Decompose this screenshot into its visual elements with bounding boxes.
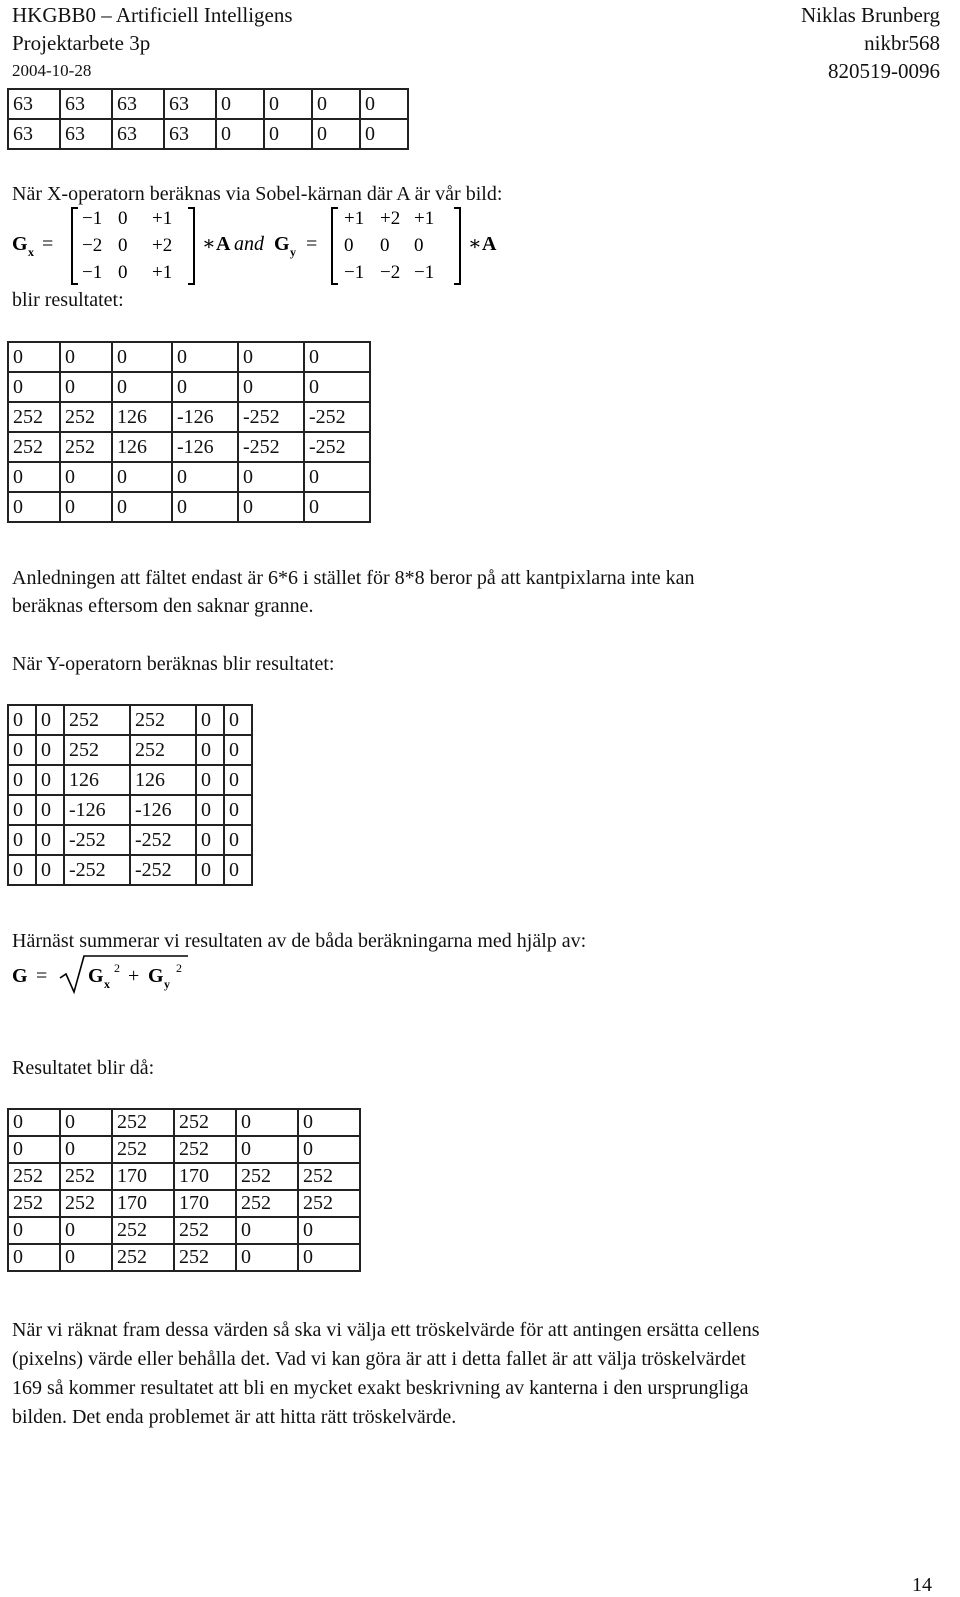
table-cell: 0 [36,705,64,735]
table-row [8,1217,360,1244]
table-row [8,119,408,149]
gx-kernel-matrix [82,208,172,283]
gradient-magnitude-formula [10,952,200,1007]
table-cell: 0 [236,1109,298,1136]
table-cell: 252 [8,432,60,462]
table-cell: 252 [60,1163,112,1190]
table-cell: 252 [112,1244,174,1271]
result-label: blir resultatet: [12,289,124,311]
table-cell: 170 [174,1163,236,1190]
table-cell: 0 [8,342,60,372]
convolution-operator-2: ∗ [468,233,482,255]
table-cell: 0 [60,492,112,522]
table-cell: 0 [236,1217,298,1244]
table-cell: 0 [196,855,224,885]
magnitude-equals: = [36,965,48,987]
table-cell: 0 [216,119,264,149]
table-row [8,1109,360,1136]
table-cell: 0 [36,795,64,825]
table-cell: 0 [312,119,360,149]
table-cell: 0 [172,372,238,402]
input-image-table [7,88,409,150]
kernel-value: +2 [152,235,173,256]
table-cell: 63 [8,119,60,149]
table-cell: 0 [60,1244,112,1271]
table-row [8,795,252,825]
table-cell: 252 [174,1244,236,1271]
sobel-intro-text: När X-operatorn beräknas via Sobel-kärnan där A är vår bild: [12,183,503,205]
table-cell: 0 [60,372,112,402]
table-cell: 0 [8,1217,60,1244]
y-operator-intro: När Y-operatorn beräknas blir resultatet: [12,653,335,675]
kernel-value: −1 [82,208,103,229]
page-number: 14 [912,1574,932,1596]
table-cell: 0 [224,855,252,885]
edge-note-line-1: Anledningen att fältet endast är 6*6 i stället för 8*8 beror på att kantpixlarna inte kan [12,567,695,589]
table-cell: 0 [298,1217,360,1244]
table-cell: 252 [112,1217,174,1244]
table-cell: 252 [64,705,130,735]
table-row [8,705,252,735]
table-row [8,855,252,885]
gy-result-table [7,704,253,886]
table-cell: -252 [64,855,130,885]
result-then-label: Resultatet blir då: [12,1057,155,1079]
table-row [8,735,252,765]
table-cell: 0 [172,492,238,522]
gy-term: G [148,965,164,987]
table-cell: 170 [112,1163,174,1190]
table-cell: 0 [298,1136,360,1163]
table-cell: -252 [130,855,196,885]
table-row [8,825,252,855]
table-cell: 0 [8,372,60,402]
gy-equals: = [306,233,318,255]
table-cell: -252 [64,825,130,855]
table-cell: 126 [130,765,196,795]
kernel-value: −2 [82,235,103,256]
table-cell: 252 [174,1217,236,1244]
table-cell: 0 [236,1244,298,1271]
table-cell: -126 [172,432,238,462]
table-row [8,1163,360,1190]
table-cell: 126 [112,432,172,462]
table-cell: 252 [130,735,196,765]
table-cell: 0 [224,795,252,825]
table-row [8,89,408,119]
table-cell: 252 [130,705,196,735]
gx-equals: = [42,233,54,255]
table-cell: 0 [264,119,312,149]
table-cell: 0 [8,1109,60,1136]
table-cell: 0 [8,765,36,795]
author-username: nikbr568 [864,31,940,55]
table-cell: 0 [224,705,252,735]
gx-symbol: G [12,233,28,255]
table-cell: 252 [112,1136,174,1163]
gx-result-table [7,341,371,523]
table-cell: -126 [172,402,238,432]
table-cell: 0 [60,1217,112,1244]
plus-sign: + [128,965,140,987]
table-cell: 0 [112,492,172,522]
gy-bracket-right [454,208,460,284]
and-word: and [234,233,264,255]
table-cell: -252 [238,402,304,432]
table-cell: 0 [238,492,304,522]
table-row [8,432,370,462]
author-id-number: 820519-0096 [828,59,940,83]
table-cell: 0 [8,735,36,765]
kernel-value: 0 [118,208,128,229]
table-cell: 63 [112,89,164,119]
table-cell: 0 [8,462,60,492]
table-cell: 0 [304,492,370,522]
table-cell: 0 [196,765,224,795]
table-cell: 252 [174,1136,236,1163]
kernel-value: +1 [344,208,365,229]
table-cell: 63 [164,89,216,119]
table-cell: 0 [196,735,224,765]
table-row [8,765,252,795]
kernel-value: −2 [380,262,401,283]
table-cell: 0 [60,1136,112,1163]
table-cell: 63 [8,89,60,119]
gx-term-exponent: 2 [114,961,120,975]
table-cell: 0 [216,89,264,119]
table-cell: 252 [60,432,112,462]
table-cell: -252 [130,825,196,855]
edge-note-line-2: beräknas eftersom den saknar granne. [12,595,314,617]
table-cell: 126 [112,402,172,432]
table-cell: 0 [312,89,360,119]
kernel-value: 0 [118,235,128,256]
table-cell: 0 [298,1109,360,1136]
table-cell: 0 [196,825,224,855]
table-cell: -252 [304,402,370,432]
gx-subscript: x [28,245,34,259]
table-cell: 0 [360,119,408,149]
gy-subscript: y [290,245,296,259]
table-cell: 0 [112,372,172,402]
table-cell: 0 [8,492,60,522]
table-cell: 252 [236,1190,298,1217]
convolution-operator: ∗ [202,233,216,255]
table-cell: 0 [238,462,304,492]
g-symbol: G [12,965,28,987]
kernel-value: 0 [118,262,128,283]
conclusion-line-1: När vi räknat fram dessa värden så ska vi välja ett tröskelvärde för att antingen ersätta cellens [12,1319,760,1341]
table-row [8,402,370,432]
table-cell: 0 [60,342,112,372]
table-cell: -126 [130,795,196,825]
table-cell: 0 [238,342,304,372]
table-cell: 0 [8,795,36,825]
table-row [8,492,370,522]
table-cell: -252 [238,432,304,462]
table-cell: 0 [112,462,172,492]
kernel-value: +1 [414,208,435,229]
table-cell: 0 [36,825,64,855]
table-cell: 0 [236,1136,298,1163]
course-title: HKGBB0 – Artificiell Intelligens [12,3,293,27]
kernel-value: +2 [380,208,401,229]
kernel-value: −1 [344,262,365,283]
table-row [8,342,370,372]
sum-intro-text: Härnäst summerar vi resultaten av de båda beräkningarna med hjälp av: [12,930,587,952]
gx-bracket-left [72,208,78,284]
gy-term-exponent: 2 [176,961,182,975]
table-cell: 0 [224,765,252,795]
table-cell: -252 [304,432,370,462]
table-cell: 126 [64,765,130,795]
image-a-symbol-2: A [482,233,497,255]
table-cell: 252 [298,1163,360,1190]
table-cell: 0 [60,462,112,492]
table-cell: 252 [8,1190,60,1217]
table-cell: 0 [304,462,370,492]
table-cell: 252 [174,1109,236,1136]
table-cell: 252 [64,735,130,765]
conclusion-line-3: 169 så kommer resultatet att bli en mycket exakt beskrivning av kanterna i den ursprungliga [12,1377,749,1399]
table-cell: 252 [60,1190,112,1217]
author-name: Niklas Brunberg [800,3,940,27]
gx-term-subscript: x [104,977,110,991]
table-cell: 0 [8,1136,60,1163]
table-cell: 0 [238,372,304,402]
table-cell: 252 [236,1163,298,1190]
table-cell: 0 [36,735,64,765]
table-cell: 0 [8,855,36,885]
kernel-value: 0 [380,235,390,256]
table-cell: 0 [112,342,172,372]
kernel-value: −1 [414,262,435,283]
table-cell: 0 [224,735,252,765]
table-cell: 252 [8,1163,60,1190]
table-cell: 0 [264,89,312,119]
image-a-symbol: A [216,233,231,255]
kernel-value: 0 [344,235,354,256]
table-cell: 63 [164,119,216,149]
gy-bracket-left [332,208,338,284]
conclusion-line-2: (pixelns) värde eller behålla det. Vad vi kan göra är att i detta fallet är att välja tröskelvärdet [12,1348,746,1370]
table-cell: 252 [60,402,112,432]
table-row [8,462,370,492]
table-cell: 0 [196,795,224,825]
sobel-kernel-formula [10,204,530,293]
table-cell: 252 [8,402,60,432]
table-cell: 0 [36,765,64,795]
table-cell: 0 [196,705,224,735]
table-row [8,1190,360,1217]
table-cell: 0 [224,825,252,855]
gy-term-subscript: y [164,977,170,991]
table-cell: 0 [8,705,36,735]
table-cell: 0 [304,372,370,402]
table-cell: 252 [298,1190,360,1217]
table-row [8,372,370,402]
gy-symbol: G [274,233,290,255]
gx-term: G [88,965,104,987]
table-cell: 0 [360,89,408,119]
g-result-table [7,1108,361,1272]
table-cell: 0 [36,855,64,885]
gx-bracket-right [188,208,194,284]
conclusion-line-4: bilden. Det enda problemet är att hitta rätt tröskelvärde. [12,1406,457,1428]
kernel-value: +1 [152,208,173,229]
table-cell: 0 [8,825,36,855]
table-cell: 0 [8,1244,60,1271]
table-cell: 252 [112,1109,174,1136]
table-cell: -126 [64,795,130,825]
document-date: 2004-10-28 [12,61,92,80]
table-cell: 0 [304,342,370,372]
table-cell: 170 [112,1190,174,1217]
kernel-value: +1 [152,262,173,283]
project-title: Projektarbete 3p [12,31,151,55]
table-cell: 0 [172,342,238,372]
table-row [8,1244,360,1271]
kernel-value: −1 [82,262,103,283]
table-cell: 63 [60,89,112,119]
kernel-value: 0 [414,235,424,256]
table-cell: 170 [174,1190,236,1217]
table-cell: 0 [172,462,238,492]
gy-kernel-matrix [344,208,434,283]
table-cell: 0 [298,1244,360,1271]
table-cell: 63 [60,119,112,149]
table-cell: 63 [112,119,164,149]
table-cell: 0 [60,1109,112,1136]
table-row [8,1136,360,1163]
